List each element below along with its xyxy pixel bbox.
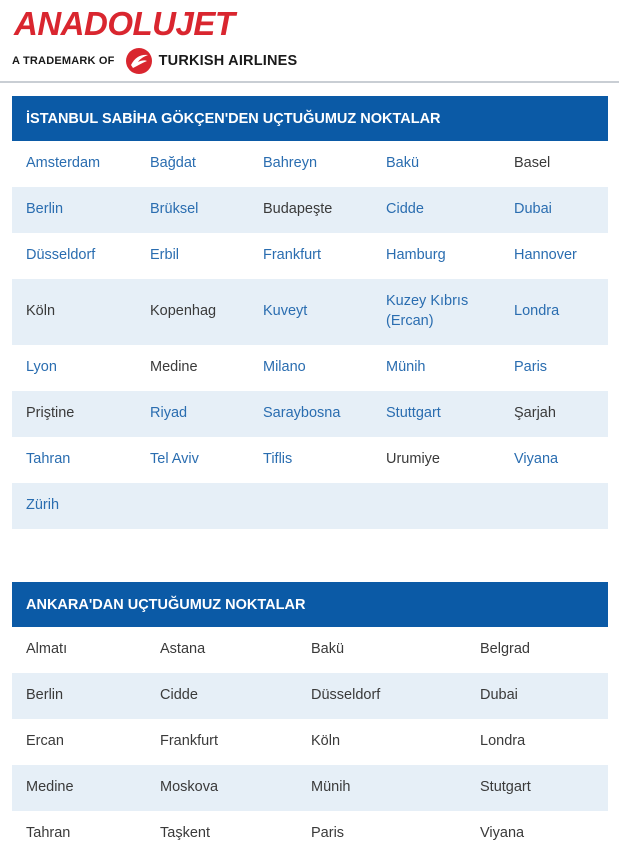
destination-text: Belgrad (480, 641, 530, 658)
destination-link[interactable]: Londra (514, 303, 560, 320)
destination-text: Almatı (26, 641, 68, 658)
table-row (12, 627, 608, 673)
destination-link[interactable]: Dubai (514, 201, 552, 218)
destination-link[interactable]: Saraybosna (263, 405, 341, 422)
destination-link[interactable]: Amsterdam (26, 155, 101, 172)
destination-text: Düsseldorf (311, 687, 381, 704)
destination-text: Tahran (26, 825, 71, 842)
destination-link[interactable]: Paris (514, 359, 548, 376)
table-row (12, 391, 608, 437)
logo-text: ANADOLUJET (14, 6, 235, 42)
table-row (12, 483, 608, 529)
turkish-airlines-name: TURKISH AIRLINES (158, 53, 298, 69)
destination-link[interactable]: Milano (263, 359, 306, 376)
table-row (12, 437, 608, 483)
table-row (12, 141, 608, 187)
destination-text: Dubai (480, 687, 518, 704)
destination-text: Bakü (311, 641, 345, 658)
ankara-destinations-grid (12, 627, 608, 857)
destination-link[interactable]: Tahran (26, 451, 71, 468)
destination-link[interactable]: Bağdat (150, 155, 196, 172)
destination-link[interactable]: Riyad (150, 405, 188, 422)
destination-link[interactable]: Frankfurt (263, 247, 322, 264)
destination-link[interactable]: Stuttgart (386, 405, 441, 422)
destination-text: Stutgart (480, 779, 531, 796)
destination-link[interactable]: Hannover (514, 247, 577, 264)
destination-link[interactable]: Tel Aviv (150, 451, 199, 468)
destination-text: Urumiye (386, 451, 440, 468)
table-row (12, 345, 608, 391)
destination-link[interactable]: Hamburg (386, 247, 446, 264)
anadolujet-logo[interactable] (12, 6, 302, 42)
table-row (12, 673, 608, 719)
destination-text: Köln (26, 303, 56, 320)
destination-link[interactable]: Tiflis (263, 451, 293, 468)
destination-text: Londra (480, 733, 526, 750)
trademark-row (12, 47, 297, 75)
site-header (0, 0, 619, 83)
istanbul-destinations-grid (12, 141, 608, 529)
destination-link[interactable]: Zürih (26, 497, 60, 514)
destination-text: Frankfurt (160, 733, 219, 750)
table-row (12, 279, 608, 345)
destination-text: Kopenhag (150, 303, 217, 320)
destination-text: Münih (311, 779, 351, 796)
turkish-airlines-bird-icon (125, 47, 153, 75)
destination-link[interactable]: Kuveyt (263, 303, 308, 320)
destination-link[interactable]: Brüksel (150, 201, 199, 218)
destination-link[interactable]: Berlin (26, 201, 64, 218)
destination-text: Taşkent (160, 825, 210, 842)
destination-text: Basel (514, 155, 551, 172)
destination-text: Medine (150, 359, 198, 376)
destination-text: Budapeşte (263, 201, 333, 218)
destination-link[interactable]: Bakü (386, 155, 420, 172)
destination-link[interactable]: Kuzey Kıbrıs (Ercan) (386, 293, 469, 329)
destination-text: Priştine (26, 405, 75, 422)
table-row (12, 233, 608, 279)
table-row (12, 811, 608, 857)
destination-link[interactable]: Viyana (514, 451, 559, 468)
destination-text: Astana (160, 641, 206, 658)
destination-text: Ercan (26, 733, 64, 750)
table-row (12, 765, 608, 811)
destination-text: Paris (311, 825, 345, 842)
trademark-text: A TRADEMARK OF (12, 55, 115, 67)
table-row (12, 719, 608, 765)
destination-link[interactable]: Cidde (386, 201, 424, 218)
destination-text: Viyana (480, 825, 525, 842)
destination-link[interactable]: Lyon (26, 359, 57, 376)
destination-text: Köln (311, 733, 341, 750)
section-istanbul-title: İSTANBUL SABİHA GÖKÇEN'DEN UÇTUĞUMUZ NOKTALAR (12, 96, 608, 141)
table-row (12, 187, 608, 233)
destination-text: Cidde (160, 687, 198, 704)
destination-link[interactable]: Düsseldorf (26, 247, 96, 264)
destination-link[interactable]: Erbil (150, 247, 180, 264)
destination-link[interactable]: Bahreyn (263, 155, 318, 172)
destination-text: Medine (26, 779, 74, 796)
destination-text: Şarjah (514, 405, 556, 422)
destination-text: Moskova (160, 779, 219, 796)
destination-text: Berlin (26, 687, 64, 704)
section-ankara-title: ANKARA'DAN UÇTUĞUMUZ NOKTALAR (12, 582, 608, 627)
destination-link[interactable]: Münih (386, 359, 426, 376)
